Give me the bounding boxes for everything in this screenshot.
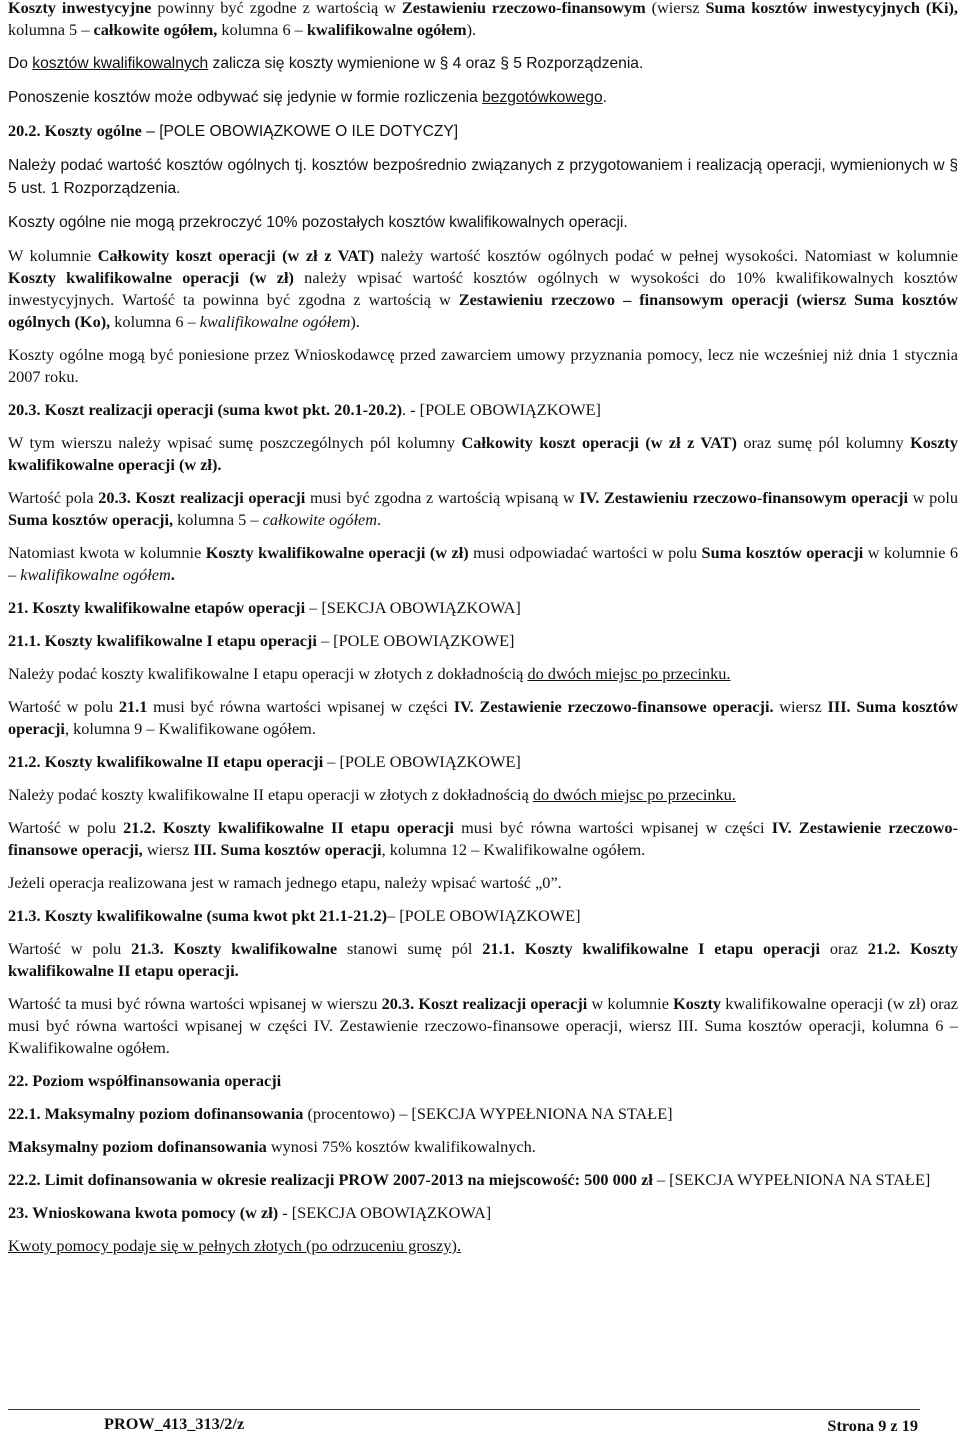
text-run: kolumna 5 –	[8, 20, 94, 39]
text-run: Koszty kwalifikowalne operacji (w zł)	[205, 543, 469, 562]
text-run: w kolumnie	[587, 994, 674, 1013]
text-run: zalicza się koszty wymienione w § 4 oraz § 5 Rozporządzenia.	[208, 55, 644, 72]
paragraph	[8, 399, 958, 421]
text-run: Koszty ogólne nie mogą przekroczyć 10% pozostałych kosztów kwalifikowalnych operacji.	[8, 214, 628, 231]
text-run: Natomiast kwota w kolumnie	[8, 543, 206, 562]
text-run: kwalifikowalne ogółem	[306, 20, 467, 39]
footer-divider	[8, 1409, 920, 1410]
paragraph	[8, 432, 958, 476]
text-run: 22.1. Maksymalny poziom dofinansowania	[8, 1104, 304, 1123]
text-run: – [SEKCJA WYPEŁNIONA NA STAŁE]	[652, 1170, 931, 1189]
text-run: wiersz	[142, 840, 194, 859]
text-run: 23. Wnioskowana kwota pomocy (w zł)	[8, 1203, 279, 1222]
text-run: 21. Koszty kwalifikowalne etapów operacji	[8, 598, 306, 617]
paragraph	[8, 245, 958, 333]
text-run: .	[377, 510, 382, 529]
text-run: całkowite ogółem,	[93, 20, 218, 39]
text-run: W kolumnie	[8, 246, 98, 265]
text-run: 20.3. Koszt realizacji operacji	[98, 488, 306, 507]
text-run: do dwóch miejsc po przecinku.	[527, 664, 731, 683]
text-run: Suma kosztów operacji	[701, 543, 864, 562]
paragraph	[8, 344, 958, 388]
text-run: Do	[8, 55, 33, 72]
text-run: Suma kosztów inwestycyjnych (Ki),	[705, 0, 958, 17]
text-run: 20.3. Koszt realizacji operacji (suma kwot pkt. 20.1-20.2)	[8, 400, 403, 419]
text-run: w polu	[908, 488, 959, 507]
paragraph	[8, 1169, 958, 1191]
text-run: Całkowity koszt operacji (w zł z VAT)	[461, 433, 737, 452]
text-run: kolumna 5 –	[173, 510, 263, 529]
paragraph	[8, 52, 958, 75]
text-run: oraz sumę pól kolumny	[736, 433, 911, 452]
paragraph	[8, 86, 958, 109]
paragraph	[8, 905, 958, 927]
text-run: 22.2. Limit dofinansowania w okresie realizacji PROW 2007-2013 na miejscowość: 500 000 zł	[8, 1170, 653, 1189]
text-run: wynosi 75% kosztów kwalifikowalnych.	[266, 1137, 536, 1156]
text-run: – [SEKCJA OBOWIĄZKOWA]	[305, 598, 521, 617]
text-run: – [POLE OBOWIĄZKOWE]	[323, 752, 521, 771]
paragraph	[8, 154, 958, 200]
text-run: III. Suma kosztów operacji	[8, 697, 958, 738]
text-run: Suma kosztów operacji,	[8, 510, 174, 529]
text-run: 20.3. Koszt realizacji operacji	[381, 994, 588, 1013]
text-run: Wartość w polu	[8, 939, 132, 958]
text-run: , kolumna 12 – Kwalifikowalne ogółem.	[381, 840, 646, 859]
paragraph	[8, 542, 958, 586]
text-run: 21.1. Koszty kwalifikowalne I etapu operacji	[8, 631, 317, 650]
text-run: Wartość ta musi być równa wartości wpisanej w wierszu	[8, 994, 382, 1013]
paragraph	[8, 120, 958, 143]
text-run: musi odpowiadać wartości w polu	[468, 543, 702, 562]
text-run: kosztów kwalifikowalnych	[32, 55, 209, 72]
text-run: w kolumnie 6 –	[8, 543, 959, 584]
paragraph	[8, 487, 958, 531]
text-run: Koszty kwalifikowalne operacji (w zł).	[8, 433, 958, 474]
text-run: Kwoty pomocy podaje się w pełnych złotych (po odrzuceniu groszy).	[8, 1236, 462, 1255]
text-run: IV. Zestawienie rzeczowo-finansowe operacji,	[8, 818, 958, 859]
paragraph	[8, 993, 958, 1059]
text-run: całkowite ogółem	[262, 510, 377, 529]
text-run: Należy podać koszty kwalifikowalne II etapu operacji w złotych z dokładnością	[8, 785, 533, 804]
text-run: 21.1. Koszty kwalifikowalne I etapu operacji	[482, 939, 820, 958]
text-run: .	[170, 565, 175, 584]
text-run: Koszty inwestycyjne	[8, 0, 152, 17]
text-run: 21.3. Koszty kwalifikowalne (suma kwot pkt 21.1-21.2)	[8, 906, 388, 925]
text-run: , kolumna 9 – Kwalifikowane ogółem.	[64, 719, 316, 738]
text-run: bezgotówkowego	[482, 89, 603, 106]
text-run: IV. Zestawienie rzeczowo-finansowe operacji.	[453, 697, 774, 716]
text-run: kwalifikowalne operacji (w zł) oraz musi być równa wartości wpisanej w części IV. Zestawienie rzeczowo-finansowe operacji, wiersz III. Suma kosztów operacji, kolumna 6 – Kwalifikowalne ogółem.	[8, 994, 959, 1057]
text-run: (wiersz	[645, 0, 706, 17]
paragraph	[8, 1202, 958, 1224]
text-run: Zestawieniu rzeczowo – finansowym operacji (wiersz Suma kosztów ogólnych (Ko),	[8, 290, 958, 331]
text-run: musi być równa wartości wpisanej w części	[147, 697, 454, 716]
text-run: kolumna 6 –	[217, 20, 307, 39]
text-run: 20.2. Koszty ogólne	[8, 121, 142, 140]
text-run: stanowi sumę pól	[337, 939, 483, 958]
text-run: musi być zgodna z wartością wpisaną w	[305, 488, 580, 507]
document-body	[8, 0, 958, 1257]
text-run: Wartość w polu	[8, 818, 124, 837]
text-run: musi być równa wartości wpisanej w części	[453, 818, 772, 837]
text-run: Wartość w polu	[8, 697, 119, 716]
paragraph	[8, 211, 958, 234]
paragraph	[8, 663, 958, 685]
text-run: 21.2. Koszty kwalifikowalne II etapu operacji	[123, 818, 454, 837]
text-run: 21.2. Koszty kwalifikowalne II etapu operacji.	[8, 939, 959, 980]
text-run: - [SEKCJA OBOWIĄZKOWA]	[278, 1203, 492, 1222]
text-run: .	[602, 89, 607, 106]
text-run: kolumna 6 –	[110, 312, 200, 331]
text-run: W tym wierszu należy wpisać sumę poszczególnych pól kolumny	[8, 433, 462, 452]
paragraph	[8, 1136, 958, 1158]
text-run: ).	[466, 20, 477, 39]
text-run: IV. Zestawieniu rzeczowo-finansowym operacji	[579, 488, 909, 507]
text-run: należy wpisać wartość kosztów ogólnych w wysokości do 10% kwalifikowalnych kosztów inwestycyjnych. Wartość ta powinna być zgodna z wartością w	[8, 268, 958, 309]
text-run: 21.2. Koszty kwalifikowalne II etapu operacji	[8, 752, 324, 771]
text-run: Jeżeli operacja realizowana jest w ramach jednego etapu, należy wpisać wartość „0”.	[8, 873, 562, 892]
text-run: wiersz	[773, 697, 828, 716]
paragraph	[8, 630, 958, 652]
text-run: Maksymalny poziom dofinansowania	[8, 1137, 267, 1156]
text-run: oraz	[820, 939, 868, 958]
paragraph	[8, 0, 958, 41]
text-run: Należy podać wartość kosztów ogólnych tj. kosztów bezpośrednio związanych z przygotowaniem i realizacją operacji, wymienionych w § 5 ust. 1 Rozporządzenia.	[8, 157, 958, 197]
text-run: 21.3. Koszty kwalifikowalne	[131, 939, 338, 958]
text-run: III. Suma kosztów operacji	[193, 840, 382, 859]
text-run: ).	[350, 312, 360, 331]
text-run: należy wartość kosztów ogólnych podać w pełnej wysokości. Natomiast w kolumnie	[374, 246, 959, 265]
text-run: – [POLE OBOWIĄZKOWE]	[387, 906, 581, 925]
paragraph	[8, 938, 958, 982]
paragraph	[8, 597, 958, 619]
text-run: kwalifikowalne ogółem	[20, 565, 171, 584]
text-run: . - [POLE OBOWIĄZKOWE]	[402, 400, 601, 419]
paragraph	[8, 784, 958, 806]
text-run: Całkowity koszt operacji (w zł z VAT)	[97, 246, 375, 265]
text-run: 21.1	[118, 697, 148, 716]
paragraph	[8, 1235, 958, 1257]
text-run: kwalifikowalne ogółem	[199, 312, 351, 331]
text-run: powinny być zgodne z wartością w	[151, 0, 402, 17]
text-run: do dwóch miejsc po przecinku.	[532, 785, 736, 804]
text-run: – [POLE OBOWIĄZKOWE O ILE DOTYCZY]	[141, 123, 459, 140]
text-run: Zestawieniu rzeczowo-finansowym	[401, 0, 646, 17]
text-run: Ponoszenie kosztów może odbywać się jedynie w formie rozliczenia	[8, 89, 483, 106]
text-run: Koszty	[673, 994, 722, 1013]
paragraph	[8, 872, 958, 894]
text-run: Należy podać koszty kwalifikowalne I etapu operacji w złotych z dokładnością	[8, 664, 528, 683]
text-run: 22. Poziom współfinansowania operacji	[8, 1071, 282, 1090]
paragraph	[8, 696, 958, 740]
paragraph	[8, 751, 958, 773]
text-run: Koszty ogólne mogą być poniesione przez Wnioskodawcę przed zawarciem umowy przyznania pomocy, lecz nie wcześniej niż dnia 1 stycznia 2007 roku.	[8, 345, 958, 386]
text-run: Koszty kwalifikowalne operacji (w zł)	[8, 268, 294, 287]
paragraph	[8, 1103, 958, 1125]
text-run: – [POLE OBOWIĄZKOWE]	[316, 631, 515, 650]
paragraph	[8, 817, 958, 861]
text-run: Wartość pola	[8, 488, 99, 507]
paragraph	[8, 1070, 958, 1092]
footer-document-id: PROW_413_313/2/z	[104, 1414, 245, 1433]
footer-page-number: Strona 9 z 19	[827, 1416, 918, 1435]
text-run: (procentowo) – [SEKCJA WYPEŁNIONA NA STAŁE]	[303, 1104, 673, 1123]
